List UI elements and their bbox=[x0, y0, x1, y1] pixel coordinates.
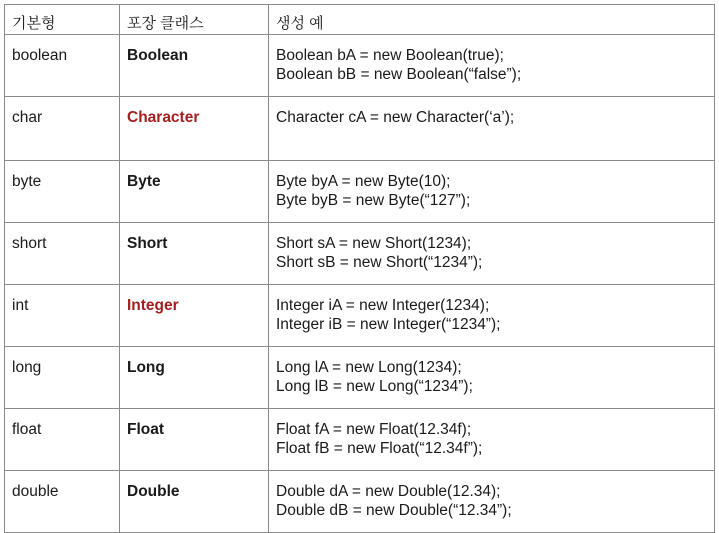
primitive-cell: char bbox=[5, 97, 120, 161]
wrapper-cell: Integer bbox=[120, 285, 269, 347]
example-cell bbox=[269, 347, 715, 409]
example-cell bbox=[269, 223, 715, 285]
example-line: Short sA = new Short(1234); bbox=[276, 235, 472, 252]
table-row bbox=[5, 347, 715, 409]
example-cell bbox=[269, 97, 715, 161]
example-line: Byte byA = new Byte(10); bbox=[276, 173, 451, 190]
example-line: Float fB = new Float(“12.34f”); bbox=[276, 440, 483, 457]
wrapper-cell: Boolean bbox=[120, 35, 269, 97]
example-line: Long lA = new Long(1234); bbox=[276, 359, 462, 376]
example-line: Boolean bA = new Boolean(true); bbox=[276, 47, 504, 64]
example-line: Float fA = new Float(12.34f); bbox=[276, 421, 472, 438]
wrapper-cell: Float bbox=[120, 409, 269, 471]
example-line: Double dB = new Double(“12.34”); bbox=[276, 502, 512, 519]
primitive-cell: int bbox=[5, 285, 120, 347]
header-wrapper-class: 포장 클래스 bbox=[120, 5, 269, 35]
table-row bbox=[5, 409, 715, 471]
header-primitive: 기본형 bbox=[5, 5, 120, 35]
wrapper-cell: Double bbox=[120, 471, 269, 533]
example-cell bbox=[269, 409, 715, 471]
example-line: Character cA = new Character(‘a’); bbox=[276, 109, 515, 126]
wrapper-cell: Short bbox=[120, 223, 269, 285]
example-cell bbox=[269, 285, 715, 347]
primitive-cell: double bbox=[5, 471, 120, 533]
header-example: 생성 예 bbox=[269, 5, 715, 35]
example-cell bbox=[269, 471, 715, 533]
wrapper-class-table bbox=[4, 4, 715, 533]
example-line: Short sB = new Short(“1234”); bbox=[276, 254, 483, 271]
table-row bbox=[5, 35, 715, 97]
primitive-cell: byte bbox=[5, 161, 120, 223]
primitive-cell: short bbox=[5, 223, 120, 285]
primitive-cell: boolean bbox=[5, 35, 120, 97]
table-row bbox=[5, 471, 715, 533]
table-row bbox=[5, 223, 715, 285]
table-row bbox=[5, 97, 715, 161]
wrapper-cell: Long bbox=[120, 347, 269, 409]
example-line: Byte byB = new Byte(“127”); bbox=[276, 192, 471, 209]
example-line: Integer iA = new Integer(1234); bbox=[276, 297, 490, 314]
example-line: Long lB = new Long(“1234”); bbox=[276, 378, 473, 395]
table-row bbox=[5, 285, 715, 347]
example-cell bbox=[269, 161, 715, 223]
table-header-row bbox=[5, 5, 715, 35]
table-row bbox=[5, 161, 715, 223]
example-line: Double dA = new Double(12.34); bbox=[276, 483, 501, 500]
wrapper-cell: Character bbox=[120, 97, 269, 161]
example-cell bbox=[269, 35, 715, 97]
primitive-cell: float bbox=[5, 409, 120, 471]
example-line: Boolean bB = new Boolean(“false”); bbox=[276, 66, 522, 83]
wrapper-cell: Byte bbox=[120, 161, 269, 223]
example-line: Integer iB = new Integer(“1234”); bbox=[276, 316, 501, 333]
primitive-cell: long bbox=[5, 347, 120, 409]
